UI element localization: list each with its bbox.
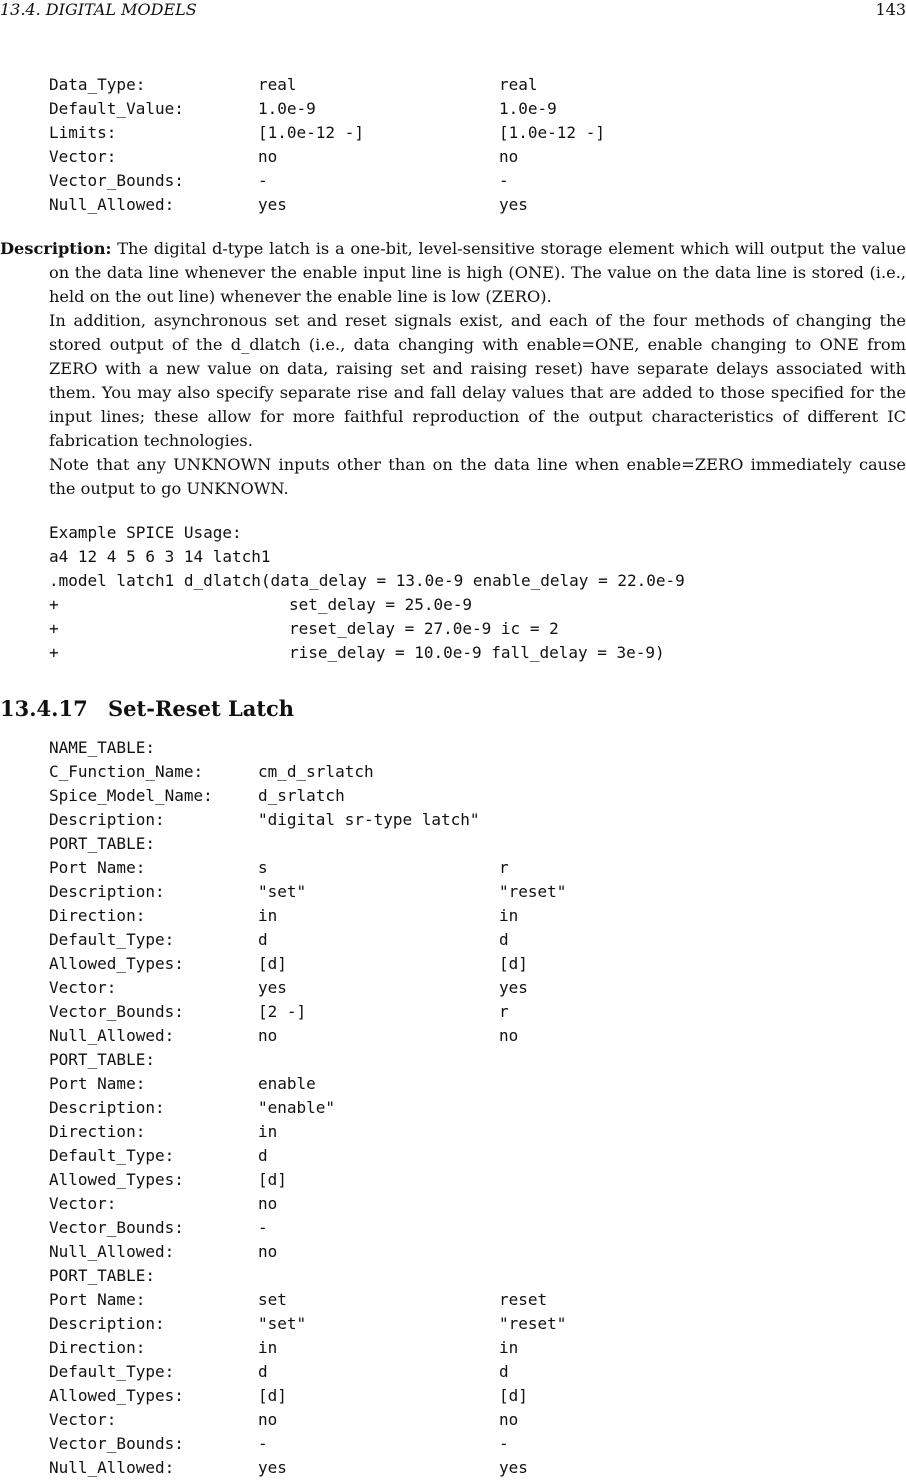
spice-example bbox=[49, 521, 685, 665]
field-value-2: d bbox=[499, 1362, 509, 1381]
field-value-2: 1.0e-9 bbox=[499, 99, 557, 118]
field-name: PORT_TABLE: bbox=[49, 1266, 155, 1285]
field-value-2: in bbox=[499, 906, 519, 925]
field-value-2: "reset" bbox=[499, 1314, 567, 1333]
field-value-1: no bbox=[258, 1410, 278, 1429]
field-name: Port Name: bbox=[49, 858, 146, 877]
field-name: Allowed_Types: bbox=[49, 954, 184, 973]
field-value-2: yes bbox=[499, 978, 528, 997]
field-name: Description: bbox=[49, 1098, 165, 1117]
example-heading: Example SPICE Usage: bbox=[49, 523, 242, 542]
field-value-1: d bbox=[258, 1146, 268, 1165]
field-name: Default_Type: bbox=[49, 930, 175, 949]
description-paragraph: Note that any UNKNOWN inputs other than on the data line when enable=ZERO immediately cause the output to go UNKNOWN. bbox=[49, 455, 906, 498]
field-value-1: no bbox=[258, 147, 278, 166]
field-name: Port Name: bbox=[49, 1290, 146, 1309]
section-number: 13.4.17 bbox=[0, 696, 88, 721]
field-value-2: no bbox=[499, 1410, 519, 1429]
field-value-2: - bbox=[499, 171, 509, 190]
section-heading bbox=[0, 696, 294, 721]
field-name: Vector: bbox=[49, 147, 117, 166]
field-name: Direction: bbox=[49, 1338, 146, 1357]
field-value-1: - bbox=[258, 171, 268, 190]
field-value-1: real bbox=[258, 75, 297, 94]
field-value-1: in bbox=[258, 1122, 278, 1141]
page-number: 143 bbox=[875, 0, 906, 19]
field-value-2: r bbox=[499, 858, 509, 877]
field-value-1: enable bbox=[258, 1074, 316, 1093]
field-name: Direction: bbox=[49, 1122, 146, 1141]
field-name: PORT_TABLE: bbox=[49, 834, 155, 853]
field-name: Vector: bbox=[49, 978, 117, 997]
field-value-1: in bbox=[258, 906, 278, 925]
description-paragraph: In addition, asynchronous set and reset signals exist, and each of the four methods of changing the stored output of the d_dlatch (i.e., data changing with enable=ONE, enable changing to ONE from ZERO with a new value on data, raising set and raising reset) have separate delays associated with them. You may also specify separate rise and fall delay values that are added to those specified for the input lines; these allow for more faithful reproduction of the output characteristics of different IC fabrication technologies. bbox=[49, 311, 906, 450]
field-name: Description: bbox=[49, 1314, 165, 1333]
field-value-1: s bbox=[258, 858, 268, 877]
field-value-1: [d] bbox=[258, 1386, 287, 1405]
field-value-2: in bbox=[499, 1338, 519, 1357]
field-value-1: no bbox=[258, 1242, 278, 1261]
field-value-2: [1.0e-12 -] bbox=[499, 123, 605, 142]
field-name: Default_Value: bbox=[49, 99, 184, 118]
field-value-1: no bbox=[258, 1194, 278, 1213]
field-name: Default_Type: bbox=[49, 1362, 175, 1381]
field-value-1: yes bbox=[258, 1458, 287, 1477]
running-head-section: 13.4. DIGITAL MODELS bbox=[0, 0, 197, 19]
field-value-2: no bbox=[499, 147, 519, 166]
field-value-2: [d] bbox=[499, 1386, 528, 1405]
field-value-1: d_srlatch bbox=[258, 786, 345, 805]
field-name: Port Name: bbox=[49, 1074, 146, 1093]
continuation-text: set_delay = 25.0e-9 bbox=[289, 595, 473, 614]
field-value-2: "reset" bbox=[499, 882, 567, 901]
continuation-text: reset_delay = 27.0e-9 ic = 2 bbox=[289, 619, 559, 638]
field-value-1: [2 -] bbox=[258, 1002, 307, 1021]
field-name: NAME_TABLE: bbox=[49, 738, 155, 757]
field-value-1: 1.0e-9 bbox=[258, 99, 316, 118]
field-value-1: - bbox=[258, 1218, 268, 1237]
field-value-2: no bbox=[499, 1026, 519, 1045]
field-value-1: set bbox=[258, 1290, 287, 1309]
field-name: Null_Allowed: bbox=[49, 1026, 175, 1045]
example-continuation-line bbox=[49, 617, 685, 641]
field-value-1: "set" bbox=[258, 1314, 307, 1333]
field-value-1: "enable" bbox=[258, 1098, 336, 1117]
field-name: Null_Allowed: bbox=[49, 1458, 175, 1477]
field-value-2: yes bbox=[499, 195, 528, 214]
description-text: The digital d-type latch is a one-bit, level-sensitive storage element which will output the value on the data line whenever the enable input line is high (ONE). The value on the data line is stored (i.e., held on the out line) whenever the enable line is low (ZERO). bbox=[49, 239, 906, 306]
field-name: Spice_Model_Name: bbox=[49, 786, 213, 805]
field-value-1: in bbox=[258, 1338, 278, 1357]
field-name: Vector_Bounds: bbox=[49, 1434, 184, 1453]
field-name: Allowed_Types: bbox=[49, 1170, 184, 1189]
example-continuation-line bbox=[49, 641, 685, 665]
field-value-2: [d] bbox=[499, 954, 528, 973]
field-value-2: d bbox=[499, 930, 509, 949]
field-value-1: d bbox=[258, 930, 268, 949]
field-name: C_Function_Name: bbox=[49, 762, 204, 781]
field-name: Description: bbox=[49, 882, 165, 901]
section-title: Set-Reset Latch bbox=[108, 696, 295, 721]
running-head bbox=[0, 0, 906, 22]
field-name: Description: bbox=[49, 810, 165, 829]
field-value-1: yes bbox=[258, 195, 287, 214]
description-section bbox=[0, 237, 906, 501]
field-value-1: [d] bbox=[258, 954, 287, 973]
field-name: Vector: bbox=[49, 1410, 117, 1429]
field-name: Limits: bbox=[49, 123, 117, 142]
field-value-1: yes bbox=[258, 978, 287, 997]
field-value-2: - bbox=[499, 1434, 509, 1453]
field-name: Allowed_Types: bbox=[49, 1386, 184, 1405]
field-name: Null_Allowed: bbox=[49, 195, 175, 214]
field-value-1: d bbox=[258, 1362, 268, 1381]
field-name: Vector_Bounds: bbox=[49, 171, 184, 190]
field-value-1: cm_d_srlatch bbox=[258, 762, 374, 781]
example-model-line: .model latch1 d_dlatch(data_delay = 13.0e-9 enable_delay = 22.0e-9 bbox=[49, 571, 685, 590]
continuation-plus: + bbox=[49, 595, 59, 614]
field-name: Data_Type: bbox=[49, 75, 146, 94]
field-value-1: [1.0e-12 -] bbox=[258, 123, 364, 142]
field-value-1: [d] bbox=[258, 1170, 287, 1189]
field-name: Vector_Bounds: bbox=[49, 1002, 184, 1021]
field-value-2: r bbox=[499, 1002, 509, 1021]
field-name: PORT_TABLE: bbox=[49, 1050, 155, 1069]
field-name: Vector_Bounds: bbox=[49, 1218, 184, 1237]
field-value-1: "set" bbox=[258, 882, 307, 901]
description-label: Description: bbox=[0, 239, 112, 258]
continuation-plus: + bbox=[49, 643, 59, 662]
field-name: Default_Type: bbox=[49, 1146, 175, 1165]
example-continuation-line bbox=[49, 593, 685, 617]
continuation-plus: + bbox=[49, 619, 59, 638]
field-value-1: "digital sr-type latch" bbox=[258, 810, 480, 829]
field-value-2: yes bbox=[499, 1458, 528, 1477]
field-name: Null_Allowed: bbox=[49, 1242, 175, 1261]
continuation-text: rise_delay = 10.0e-9 fall_delay = 3e-9) bbox=[289, 643, 665, 662]
field-name: Vector: bbox=[49, 1194, 117, 1213]
example-instance-line: a4 12 4 5 6 3 14 latch1 bbox=[49, 547, 271, 566]
field-value-2: reset bbox=[499, 1290, 548, 1309]
field-value-2: real bbox=[499, 75, 538, 94]
field-value-1: - bbox=[258, 1434, 268, 1453]
description-paragraph bbox=[0, 237, 906, 309]
field-name: Direction: bbox=[49, 906, 146, 925]
field-value-1: no bbox=[258, 1026, 278, 1045]
